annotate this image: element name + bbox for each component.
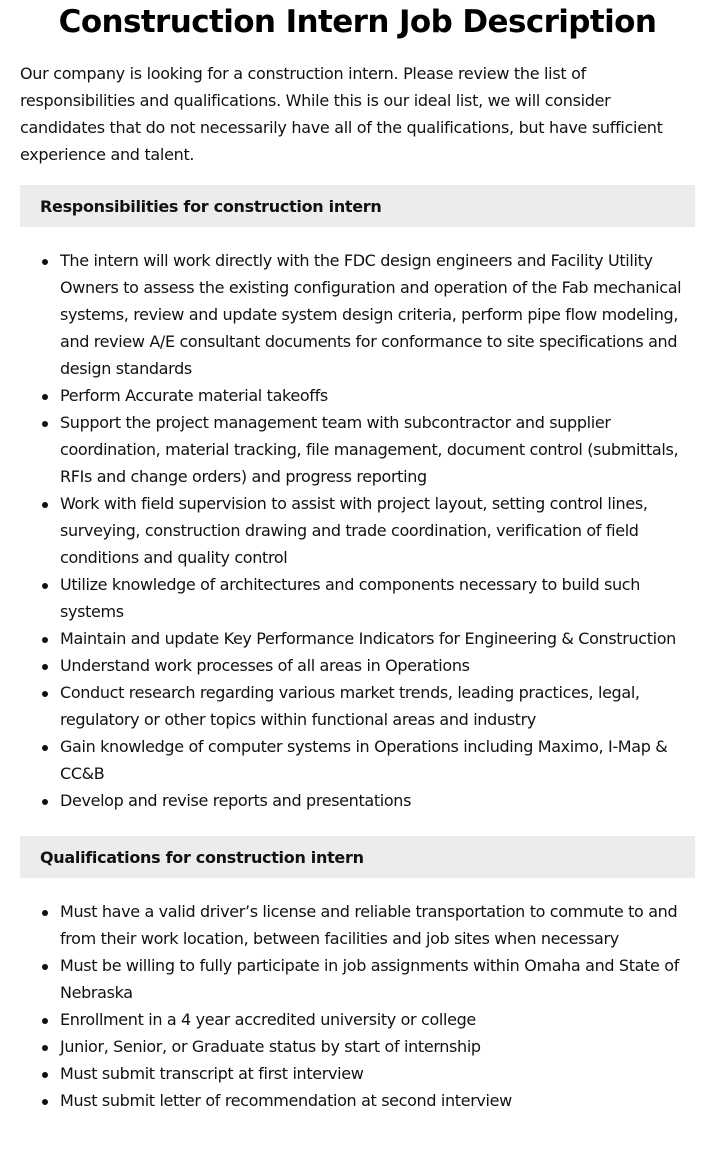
list-item-text: Must have a valid driver’s license and reliable transportation to commute to and from their work location, between facilities and job sites when necessary	[60, 902, 678, 948]
qualifications-list	[20, 898, 695, 1114]
list-item-text: Understand work processes of all areas in Operations	[60, 656, 470, 675]
list-item-text: Gain knowledge of computer systems in Operations including Maximo, I-Map & CC&B	[60, 737, 668, 783]
list-item	[20, 625, 695, 652]
list-item	[20, 898, 695, 952]
list-item-text: Develop and revise reports and presentations	[60, 791, 412, 810]
responsibilities-list	[20, 247, 695, 814]
list-item-text: Utilize knowledge of architectures and components necessary to build such systems	[60, 575, 641, 621]
bullet-icon	[42, 1072, 48, 1078]
bullet-icon	[42, 583, 48, 589]
bullet-icon	[42, 691, 48, 697]
list-item-text: Must submit transcript at first interview	[60, 1064, 364, 1083]
list-item	[20, 382, 695, 409]
list-item	[20, 652, 695, 679]
bullet-icon	[42, 394, 48, 400]
bullet-icon	[42, 664, 48, 670]
list-item	[20, 571, 695, 625]
qualifications-header	[20, 836, 695, 878]
list-item-text: Maintain and update Key Performance Indicators for Engineering & Construction	[60, 629, 676, 648]
list-item	[20, 1060, 695, 1087]
list-item	[20, 1033, 695, 1060]
bullet-icon	[42, 502, 48, 508]
bullet-icon	[42, 421, 48, 427]
bullet-icon	[42, 637, 48, 643]
list-item-text: Support the project management team with subcontractor and supplier coordination, material tracking, file management, document control (submittals, RFIs and change orders) and progress reporting	[60, 413, 679, 486]
list-item-text: Enrollment in a 4 year accredited university or college	[60, 1010, 476, 1029]
bullet-icon	[42, 799, 48, 805]
bullet-icon	[42, 964, 48, 970]
list-item-text: Work with field supervision to assist with project layout, setting control lines, surveying, construction drawing and trade coordination, verification of field conditions and quality control	[60, 494, 648, 567]
list-item	[20, 1087, 695, 1114]
list-item-text: Must submit letter of recommendation at second interview	[60, 1091, 512, 1110]
list-item	[20, 952, 695, 1006]
qualifications-heading: Qualifications for construction intern	[40, 847, 364, 867]
responsibilities-heading: Responsibilities for construction intern	[40, 196, 382, 216]
bullet-icon	[42, 1018, 48, 1024]
list-item-text: Junior, Senior, or Graduate status by start of internship	[60, 1037, 481, 1056]
list-item-text: Conduct research regarding various market trends, leading practices, legal, regulatory or other topics within functional areas and industry	[60, 683, 640, 729]
list-item-text: Perform Accurate material takeoffs	[60, 386, 328, 405]
list-item	[20, 409, 695, 490]
responsibilities-header	[20, 185, 695, 227]
list-item-text: The intern will work directly with the FDC design engineers and Facility Utility Owners to assess the existing configuration and operation of the Fab mechanical systems, review and update system design criteria, perform pipe flow modeling, and review A/E consultant documents for conformance to site specifications and design standards	[60, 251, 682, 378]
list-item	[20, 490, 695, 571]
bullet-icon	[42, 910, 48, 916]
page-title: Construction Intern Job Description	[58, 4, 657, 40]
list-item	[20, 247, 695, 382]
bullet-icon	[42, 1099, 48, 1105]
bullet-icon	[42, 1045, 48, 1051]
list-item	[20, 679, 695, 733]
bullet-icon	[42, 259, 48, 265]
bullet-icon	[42, 745, 48, 751]
list-item-text: Must be willing to fully participate in job assignments within Omaha and State of Nebraska	[60, 956, 679, 1002]
list-item	[20, 787, 695, 814]
list-item	[20, 1006, 695, 1033]
intro-paragraph: Our company is looking for a construction intern. Please review the list of responsibilities and qualifications. While this is our ideal list, we will consider candidates that do not necessarily have all of the qualifications, but have sufficient experience and talent.	[20, 64, 663, 164]
list-item	[20, 733, 695, 787]
